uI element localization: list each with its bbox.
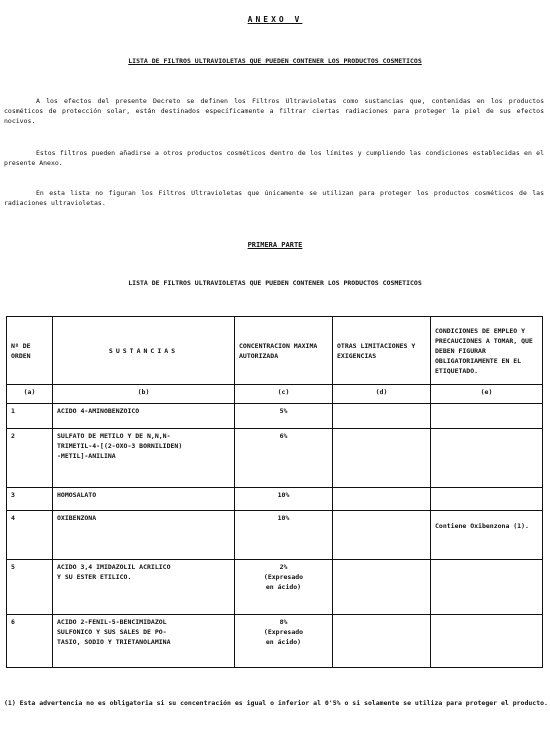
table-header-row [7,317,543,385]
row-concentration: 8% (Expresado en ácido) [235,615,333,668]
row-limits [333,488,431,511]
row-num: 2 [7,429,53,488]
row-limits [333,615,431,668]
table-row [7,488,543,511]
row-substance: SULFATO DE METILO Y DE N,N,N- TRIMETIL-4-[(2-OXO-3 BORNILIDEN) -METIL]-ANILINA [53,429,235,488]
table-row [7,560,543,615]
letter-b: (b) [53,385,235,404]
row-conditions [431,404,543,429]
row-num: 5 [7,560,53,615]
header-substance: SUSTANCIAS [53,317,235,385]
header-num: Nº DE ORDEN [7,317,53,385]
paragraph-definition: A los efectos del presente Decreto se definen los Filtros Ultravioletas como sustancias que, contenidas en los productos cosméticos de protección solar, están destinados específicamente a filtrar ciertas radiaciones para proteger la piel de sus efectos nocivos. [4,97,544,125]
row-substance: ACIDO 4-AMINOBENZOICO [53,404,235,429]
filters-table [6,316,543,668]
row-num: 4 [7,511,53,560]
row-limits [333,511,431,560]
table-row [7,429,543,488]
row-conditions [431,615,543,668]
list-title: LISTA DE FILTROS ULTRAVIOLETAS QUE PUEDEN CONTENER LOS PRODUCTOS COSMETICOS [128,57,422,65]
row-substance: OXIBENZONA [53,511,235,560]
row-num: 6 [7,615,53,668]
paragraph-additions: Estos filtros pueden añadirse a otros productos cosméticos dentro de los límites y cumpliendo las condiciones establecidas en el presente Anexo. [4,149,544,167]
table-row [7,615,543,668]
row-substance: ACIDO 2-FENIL-5-BENCIMIDAZOL SULFONICO Y SUS SALES DE PO- TASIO, SODIO Y TRIETANOLAMINA [53,615,235,668]
letter-c: (c) [235,385,333,404]
row-concentration: 10% [235,511,333,560]
row-concentration: 6% [235,429,333,488]
table-letter-row [7,385,543,404]
header-limits: OTRAS LIMITACIONES Y EXIGENCIAS [333,317,431,385]
row-limits [333,560,431,615]
anexo-title: ANEXO V [247,15,303,24]
row-concentration: 2% (Expresado en ácido) [235,560,333,615]
paragraph-exclusions: En esta lista no figuran los Filtros Ultravioletas que únicamente se utilizan para proteger los productos cosméticos de las radiaciones ultravioletas. [4,189,544,207]
row-conditions [431,488,543,511]
section-title: PRIMERA PARTE [247,241,303,249]
header-conditions: CONDICIONES DE EMPLEO Y PRECAUCIONES A TOMAR, QUE DEBEN FIGURAR OBLIGATORIAMENTE EN EL ETIQUETADO. [431,317,543,385]
row-conditions: Contiene Oxibenzona (1). [431,511,543,560]
table-row [7,404,543,429]
letter-e: (e) [431,385,543,404]
row-conditions [431,429,543,488]
table-title: LISTA DE FILTROS ULTRAVIOLETAS QUE PUEDEN CONTENER LOS PRODUCTOS COSMETICOS [128,279,422,287]
row-num: 1 [7,404,53,429]
row-concentration: 10% [235,488,333,511]
row-substance: ACIDO 3,4 IMIDAZOLIL ACRILICO Y SU ESTER ETILICO. [53,560,235,615]
row-limits [333,429,431,488]
row-substance: HOMOSALATO [53,488,235,511]
row-limits [333,404,431,429]
table-row [7,511,543,560]
letter-a: (a) [7,385,53,404]
letter-d: (d) [333,385,431,404]
row-conditions [431,560,543,615]
header-concentration: CONCENTRACION MAXIMA AUTORIZADA [235,317,333,385]
footnote: (1) Esta advertencia no es obligatoria si su concentración es igual o inferior al 0'5% o si solamente se utiliza para proteger el producto. [4,699,548,707]
row-concentration: 5% [235,404,333,429]
row-num: 3 [7,488,53,511]
